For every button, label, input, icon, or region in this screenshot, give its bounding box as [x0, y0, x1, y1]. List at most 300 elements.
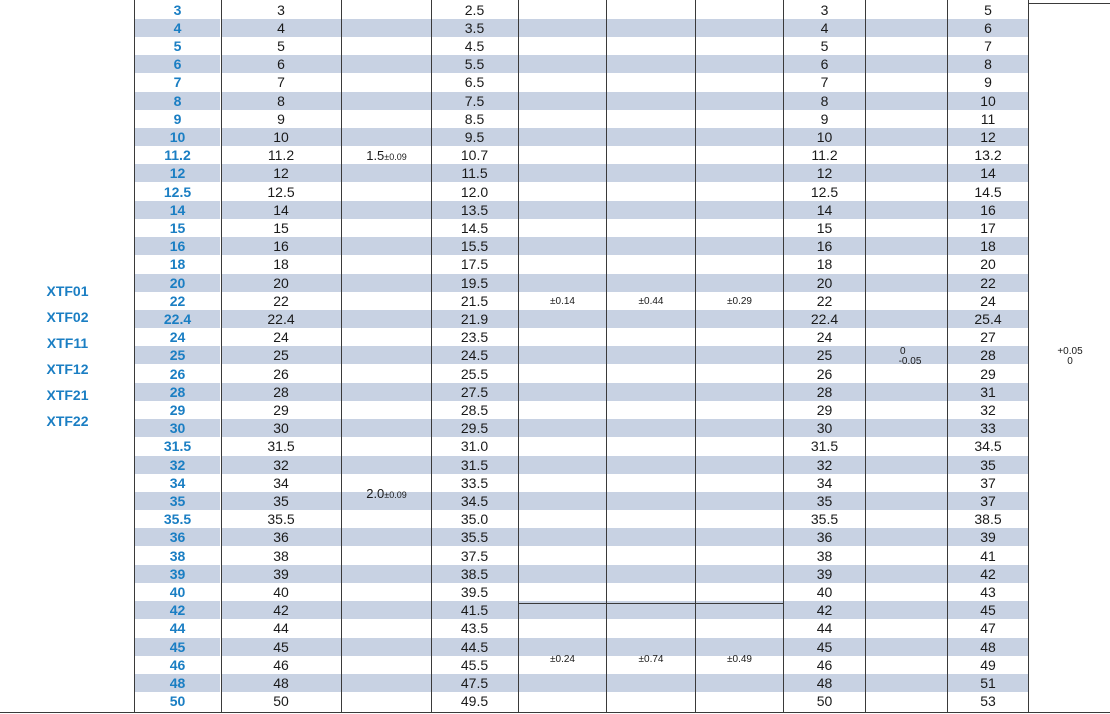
- cell-d2: 11.2: [811, 147, 838, 164]
- b-tolerance-group1: ±0.14: [550, 296, 575, 307]
- cell-d2: 30: [816, 420, 833, 437]
- cell-d2: 14: [816, 201, 833, 218]
- cell-d2: 44: [816, 620, 833, 637]
- cell-c: 42: [980, 565, 996, 582]
- cell-d: 28: [273, 383, 289, 400]
- cell-c: 10: [980, 92, 996, 109]
- cell-code: 18: [169, 256, 186, 273]
- cell-c: 14: [980, 165, 996, 182]
- row-band: [866, 274, 947, 292]
- row-band: [866, 528, 947, 546]
- row-band: [866, 55, 947, 73]
- col-rule: [947, 0, 948, 712]
- cell-b: 39.5: [460, 583, 489, 600]
- cell-b: 43.5: [460, 620, 489, 637]
- cell-d: 8: [277, 92, 285, 109]
- cell-code: 42: [169, 602, 186, 619]
- cell-c: 49: [980, 656, 996, 673]
- row-band: [696, 55, 783, 73]
- cell-b: 27.5: [460, 383, 489, 400]
- row-band: [519, 201, 606, 219]
- cell-d: 30: [273, 420, 289, 437]
- cell-d2: 25: [816, 347, 833, 364]
- cell-d: 22.4: [267, 310, 295, 327]
- series-code: XTF11: [46, 335, 89, 351]
- cell-d2: 40: [816, 583, 833, 600]
- row-band: [607, 383, 695, 401]
- col-rule: [1028, 0, 1029, 712]
- cell-code: 48: [169, 674, 186, 691]
- cell-code: 30: [169, 420, 186, 437]
- cell-c: 34.5: [974, 438, 1002, 455]
- cell-c: 20: [980, 256, 996, 273]
- cell-d2: 8: [820, 92, 829, 109]
- fit-tolerance: [880, 347, 940, 367]
- fit-tolerance-lower: -0.05: [898, 356, 922, 367]
- col-rule: [606, 0, 607, 712]
- row-band: [607, 346, 695, 364]
- row-band: [866, 310, 947, 328]
- cell-d2: 34: [816, 474, 833, 491]
- row-band: [866, 237, 947, 255]
- row-band: [696, 92, 783, 110]
- row-band: [607, 310, 695, 328]
- cell-d: 14: [273, 201, 289, 218]
- cell-b: 8.5: [464, 110, 485, 127]
- cell-code: 34: [169, 474, 186, 491]
- cell-c: 8: [984, 56, 992, 73]
- row-band: [696, 456, 783, 474]
- row-band: [866, 383, 947, 401]
- cell-c: 32: [980, 401, 996, 418]
- cell-d2: 35.5: [810, 511, 839, 528]
- cell-c: 5: [984, 1, 992, 18]
- cell-code: 38: [169, 547, 186, 564]
- row-band: [519, 565, 606, 583]
- b-tolerance-group2: ±0.24: [550, 654, 575, 665]
- cell-code: 7: [173, 74, 182, 91]
- cell-code: 15: [169, 219, 186, 236]
- row-band: [696, 565, 783, 583]
- cell-code: 26: [169, 365, 186, 382]
- cell-b: 7.5: [464, 92, 485, 109]
- cell-d: 3: [277, 1, 285, 18]
- cell-d2: 36: [816, 529, 833, 546]
- cell-b: 47.5: [460, 674, 489, 691]
- row-band: [696, 528, 783, 546]
- cell-d: 35: [273, 492, 289, 509]
- cell-code: 50: [169, 693, 186, 710]
- cell-code: 12.5: [163, 183, 192, 200]
- cell-b: 21.5: [460, 292, 489, 309]
- cell-b: 35.0: [460, 511, 489, 528]
- cell-b: 31.0: [460, 438, 489, 455]
- row-band: [696, 274, 783, 292]
- cell-b: 38.5: [460, 565, 489, 582]
- cell-d2: 39: [816, 565, 833, 582]
- cell-code: 35: [169, 492, 186, 509]
- row-band: [342, 310, 431, 328]
- row-band: [519, 456, 606, 474]
- cell-d2: 22: [816, 292, 833, 309]
- cell-b: 12.0: [460, 183, 489, 200]
- cell-b: 2.5: [464, 1, 485, 18]
- cell-c: 38.5: [974, 511, 1002, 528]
- cell-code: 45: [169, 638, 186, 655]
- thickness-group2: 2.0±0.09: [366, 486, 407, 501]
- cell-b: 34.5: [460, 492, 489, 509]
- cell-c: 53: [980, 693, 996, 710]
- cell-code: 35.5: [163, 511, 192, 528]
- cell-d2: 42: [816, 602, 833, 619]
- cell-b: 29.5: [460, 420, 489, 437]
- cell-code: 16: [169, 238, 186, 255]
- cell-d: 15: [273, 219, 289, 236]
- cell-b: 31.5: [460, 456, 489, 473]
- row-band: [696, 419, 783, 437]
- row-band: [342, 638, 431, 656]
- cell-code: 4: [173, 19, 182, 36]
- cell-c: 35: [980, 456, 996, 473]
- row-band: [607, 55, 695, 73]
- row-band: [607, 274, 695, 292]
- cell-b: 21.9: [460, 310, 489, 327]
- cell-d2: 45: [816, 638, 833, 655]
- row-band: [696, 19, 783, 37]
- row-band: [866, 638, 947, 656]
- tolerance2-group1: ±0.29: [727, 296, 752, 307]
- cell-code: 20: [169, 274, 186, 291]
- cell-c: 51: [980, 674, 996, 691]
- cell-d: 42: [273, 602, 289, 619]
- cell-b: 25.5: [460, 365, 489, 382]
- cell-b: 24.5: [460, 347, 489, 364]
- row-band: [342, 19, 431, 37]
- cell-d2: 10: [816, 128, 833, 145]
- cell-b: 19.5: [460, 274, 489, 291]
- cell-d: 9: [277, 110, 285, 127]
- row-band: [519, 492, 606, 510]
- outer-tolerance: [1040, 347, 1100, 367]
- cell-code: 12: [169, 165, 186, 182]
- cell-b: 11.5: [461, 165, 488, 182]
- cell-d2: 26: [816, 365, 833, 382]
- cell-c: 24: [980, 292, 996, 309]
- cell-d: 24: [273, 329, 289, 346]
- row-band: [866, 128, 947, 146]
- row-band: [342, 164, 431, 182]
- row-band: [696, 128, 783, 146]
- cell-d2: 32: [816, 456, 833, 473]
- row-band: [866, 419, 947, 437]
- cell-code: 6: [173, 56, 182, 73]
- cell-d: 16: [273, 238, 289, 255]
- cell-c: 47: [980, 620, 996, 637]
- cell-b: 9.5: [464, 128, 485, 145]
- cell-code: 40: [169, 583, 186, 600]
- cell-b: 4.5: [464, 37, 485, 54]
- cell-d: 39: [273, 565, 289, 582]
- cell-code: 25: [169, 347, 186, 364]
- cell-c: 7: [984, 37, 992, 54]
- cell-d: 6: [277, 56, 285, 73]
- outer-tolerance-upper: +0.05: [1057, 346, 1083, 357]
- cell-d: 40: [273, 583, 289, 600]
- row-band: [519, 19, 606, 37]
- row-band: [696, 492, 783, 510]
- row-band: [866, 492, 947, 510]
- cell-c: 25.4: [974, 310, 1002, 327]
- row-band: [866, 19, 947, 37]
- col-rule: [865, 0, 866, 712]
- cell-d: 22: [273, 292, 289, 309]
- cell-code: 28: [169, 383, 186, 400]
- cell-b: 33.5: [460, 474, 489, 491]
- row-band: [342, 383, 431, 401]
- cell-d2: 29: [816, 401, 833, 418]
- cell-c: 16: [980, 201, 996, 218]
- group-divider: [519, 603, 783, 604]
- cell-d2: 6: [820, 56, 829, 73]
- cell-b: 3.5: [464, 19, 485, 36]
- cell-code: 29: [169, 401, 186, 418]
- cell-c: 6: [984, 19, 992, 36]
- cell-code: 31.5: [163, 438, 192, 455]
- row-band: [607, 456, 695, 474]
- col-rule: [134, 0, 135, 712]
- cell-c: 31: [980, 383, 996, 400]
- row-band: [342, 674, 431, 692]
- cell-d2: 12: [816, 165, 833, 182]
- row-band: [866, 456, 947, 474]
- outer-tolerance-lower: 0: [1067, 356, 1073, 367]
- cell-c: 27: [980, 329, 996, 346]
- cell-c: 18: [980, 238, 996, 255]
- row-band: [519, 419, 606, 437]
- cell-code: 5: [173, 37, 182, 54]
- thickness-group1: 1.5±0.09: [366, 148, 407, 163]
- row-band: [519, 528, 606, 546]
- cell-code: 22: [169, 292, 186, 309]
- cell-c: 43: [980, 583, 996, 600]
- cell-d2: 35: [816, 492, 833, 509]
- cell-d: 7: [277, 74, 285, 91]
- series-code: XTF21: [46, 387, 89, 403]
- col-rule: [695, 0, 696, 712]
- cell-d2: 4: [820, 19, 829, 36]
- row-band: [696, 346, 783, 364]
- tolerance1-group2: ±0.74: [638, 654, 664, 665]
- cell-d: 32: [273, 456, 289, 473]
- cell-c: 39: [980, 529, 996, 546]
- cell-code: 10: [169, 128, 186, 145]
- cell-d: 4: [277, 19, 285, 36]
- row-band: [607, 237, 695, 255]
- row-band: [342, 528, 431, 546]
- cell-d2: 38: [816, 547, 833, 564]
- series-code: XTF12: [46, 361, 89, 377]
- cell-c: 45: [980, 602, 996, 619]
- cell-d2: 50: [816, 693, 833, 710]
- cell-d2: 24: [816, 329, 833, 346]
- cell-d: 31.5: [267, 438, 295, 455]
- row-band: [519, 674, 606, 692]
- cell-d: 10: [273, 128, 289, 145]
- cell-d2: 28: [816, 383, 833, 400]
- cell-d: 46: [273, 656, 289, 673]
- cell-c: 9: [984, 74, 992, 91]
- cell-d2: 22.4: [810, 310, 839, 327]
- top-rule: [1028, 3, 1110, 4]
- row-band: [866, 601, 947, 619]
- row-band: [519, 55, 606, 73]
- cell-b: 49.5: [460, 693, 489, 710]
- cell-b: 17.5: [460, 256, 489, 273]
- col-rule: [341, 0, 342, 712]
- cell-b: 28.5: [460, 401, 489, 418]
- cell-d: 11.2: [267, 147, 295, 164]
- col-rule: [431, 0, 432, 712]
- row-band: [342, 601, 431, 619]
- cell-c: 48: [980, 638, 996, 655]
- series-code: XTF02: [46, 309, 89, 325]
- cell-b: 35.5: [460, 529, 489, 546]
- cell-b: 23.5: [460, 329, 489, 346]
- cell-d2: 48: [816, 674, 833, 691]
- cell-d: 12: [273, 165, 289, 182]
- cell-d: 48: [273, 674, 289, 691]
- cell-d: 34: [273, 474, 289, 491]
- cell-c: 37: [980, 474, 996, 491]
- cell-code: 24: [169, 329, 186, 346]
- tolerance2-group2: ±0.49: [727, 654, 752, 665]
- cell-d2: 9: [820, 110, 829, 127]
- row-band: [342, 201, 431, 219]
- row-band: [342, 346, 431, 364]
- row-band: [696, 310, 783, 328]
- cell-c: 17: [980, 219, 996, 236]
- cell-c: 11: [980, 110, 996, 127]
- cell-c: 14.5: [974, 183, 1002, 200]
- cell-d: 50: [273, 693, 289, 710]
- cell-c: 22: [980, 274, 996, 291]
- row-band: [607, 492, 695, 510]
- row-band: [696, 638, 783, 656]
- cell-b: 41.5: [460, 602, 489, 619]
- cell-b: 6.5: [464, 74, 485, 91]
- cell-d2: 15: [816, 219, 833, 236]
- cell-d: 5: [277, 37, 285, 54]
- row-band: [607, 528, 695, 546]
- cell-c: 41: [980, 547, 996, 564]
- cell-b: 44.5: [460, 638, 489, 655]
- cell-b: 5.5: [464, 56, 485, 73]
- row-band: [342, 92, 431, 110]
- row-band: [607, 638, 695, 656]
- row-band: [607, 201, 695, 219]
- cell-code: 36: [169, 529, 186, 546]
- cell-d: 45: [273, 638, 289, 655]
- cell-code: 3: [173, 1, 182, 18]
- row-band: [866, 164, 947, 182]
- cell-c: 12: [980, 128, 996, 145]
- cell-d2: 16: [816, 238, 833, 255]
- cell-code: 44: [169, 620, 186, 637]
- row-band: [519, 310, 606, 328]
- cell-d: 12.5: [267, 183, 295, 200]
- cell-b: 10.7: [460, 147, 489, 164]
- tolerance1-group1: ±0.44: [638, 296, 664, 307]
- row-band: [342, 128, 431, 146]
- row-band: [607, 128, 695, 146]
- row-band: [607, 674, 695, 692]
- row-band: [866, 92, 947, 110]
- col-rule: [518, 0, 519, 712]
- cell-d: 26: [273, 365, 289, 382]
- cell-code: 8: [173, 92, 182, 109]
- cell-d: 20: [273, 274, 289, 291]
- row-band: [696, 237, 783, 255]
- cell-d: 35.5: [267, 511, 295, 528]
- cell-code: 14: [169, 201, 186, 218]
- cell-code: 11.2: [164, 147, 191, 164]
- row-band: [866, 201, 947, 219]
- cell-d2: 31.5: [810, 438, 839, 455]
- cell-code: 22.4: [163, 310, 192, 327]
- row-band: [607, 164, 695, 182]
- cell-b: 45.5: [460, 656, 489, 673]
- row-band: [342, 237, 431, 255]
- cell-code: 32: [169, 456, 186, 473]
- row-band: [342, 456, 431, 474]
- cell-b: 13.5: [460, 201, 489, 218]
- row-band: [696, 383, 783, 401]
- cell-d2: 12.5: [810, 183, 839, 200]
- cell-d2: 3: [820, 1, 829, 18]
- cell-c: 28: [980, 347, 996, 364]
- row-band: [519, 237, 606, 255]
- cell-d: 38: [273, 547, 289, 564]
- row-band: [342, 565, 431, 583]
- row-band: [519, 92, 606, 110]
- row-band: [519, 383, 606, 401]
- row-band: [607, 19, 695, 37]
- cell-d: 29: [273, 401, 289, 418]
- row-band: [607, 419, 695, 437]
- cell-c: 33: [980, 420, 996, 437]
- cell-code: 39: [169, 565, 186, 582]
- cell-d2: 46: [816, 656, 833, 673]
- row-band: [519, 346, 606, 364]
- cell-d: 44: [273, 620, 289, 637]
- cell-d2: 20: [816, 274, 833, 291]
- row-band: [519, 128, 606, 146]
- cell-b: 37.5: [460, 547, 489, 564]
- cell-d2: 18: [816, 256, 833, 273]
- row-band: [696, 201, 783, 219]
- row-band: [342, 419, 431, 437]
- cell-b: 15.5: [460, 238, 489, 255]
- row-band: [696, 674, 783, 692]
- row-band: [607, 92, 695, 110]
- series-code: XTF01: [46, 283, 89, 299]
- cell-d: 25: [273, 347, 289, 364]
- cell-code: 9: [173, 110, 182, 127]
- cell-c: 29: [980, 365, 996, 382]
- row-band: [342, 55, 431, 73]
- row-band: [696, 164, 783, 182]
- row-band: [519, 274, 606, 292]
